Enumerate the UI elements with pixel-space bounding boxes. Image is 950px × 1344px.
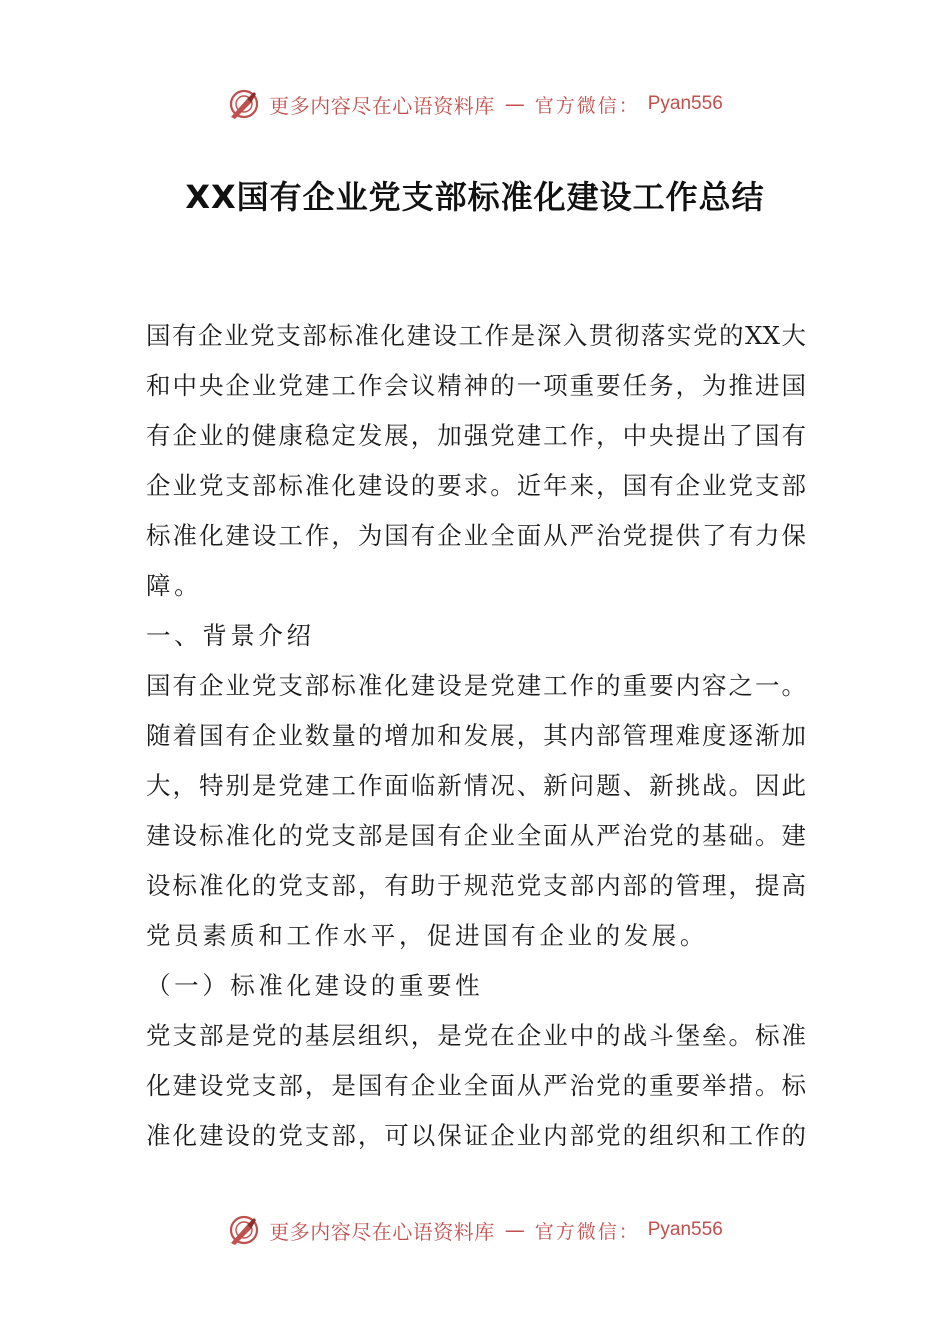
header-watermark xyxy=(0,84,950,124)
watermark-text: 更多内容尽在心语资料库 xyxy=(269,93,495,118)
body-line: 党员素质和工作水平，促进国有企业的发展。 xyxy=(146,921,708,950)
watermark-wechat-id: Pyan556 xyxy=(647,93,723,114)
body-line: 党支部是党的基层组织，是党在企业中的战斗堡垒。标准 xyxy=(146,1021,806,1050)
body-line: 有企业的健康稳定发展，加强党建工作，中央提出了国有 xyxy=(146,421,806,450)
watermark-text: 更多内容尽在心语资料库 xyxy=(269,1219,495,1244)
pen-nib-circle-icon xyxy=(227,87,261,121)
document-body xyxy=(146,311,806,1161)
body-line: 国有企业党支部标准化建设工作是深入贯彻落实党的XX大 xyxy=(146,321,806,350)
watermark-dash: — xyxy=(504,1218,525,1242)
body-line: 国有企业党支部标准化建设是党建工作的重要内容之一。 xyxy=(146,671,806,700)
document-title: XX国有企业党支部标准化建设工作总结 xyxy=(185,178,765,216)
watermark-wechat-id: Pyan556 xyxy=(647,1219,723,1240)
body-line: 标准化建设工作，为国有企业全面从严治党提供了有力保 xyxy=(146,521,806,550)
body-line: 随着国有企业数量的增加和发展，其内部管理难度逐渐加 xyxy=(146,721,806,750)
watermark-official-label: 官方微信： xyxy=(534,1220,640,1243)
footer-watermark xyxy=(0,1210,950,1250)
body-line: 建设标准化的党支部是国有企业全面从严治党的基础。建 xyxy=(146,821,806,850)
body-line: 设标准化的党支部，有助于规范党支部内部的管理，提高 xyxy=(146,871,806,900)
body-line: 和中央企业党建工作会议精神的一项重要任务，为推进国 xyxy=(146,371,806,400)
body-line: 障。 xyxy=(146,571,203,600)
section-heading: 一、背景介绍 xyxy=(146,621,315,650)
watermark-official-label: 官方微信： xyxy=(534,94,640,117)
pen-nib-circle-icon xyxy=(227,1213,261,1247)
body-line: 准化建设的党支部，可以保证企业内部党的组织和工作的 xyxy=(146,1121,806,1150)
watermark-dash: — xyxy=(504,92,525,116)
subsection-heading: （一）标准化建设的重要性 xyxy=(146,971,484,1000)
body-line: 企业党支部标准化建设的要求。近年来，国有企业党支部 xyxy=(146,471,806,500)
body-line: 化建设党支部，是国有企业全面从严治党的重要举措。标 xyxy=(146,1071,806,1100)
body-line: 大，特别是党建工作面临新情况、新问题、新挑战。因此 xyxy=(146,771,806,800)
